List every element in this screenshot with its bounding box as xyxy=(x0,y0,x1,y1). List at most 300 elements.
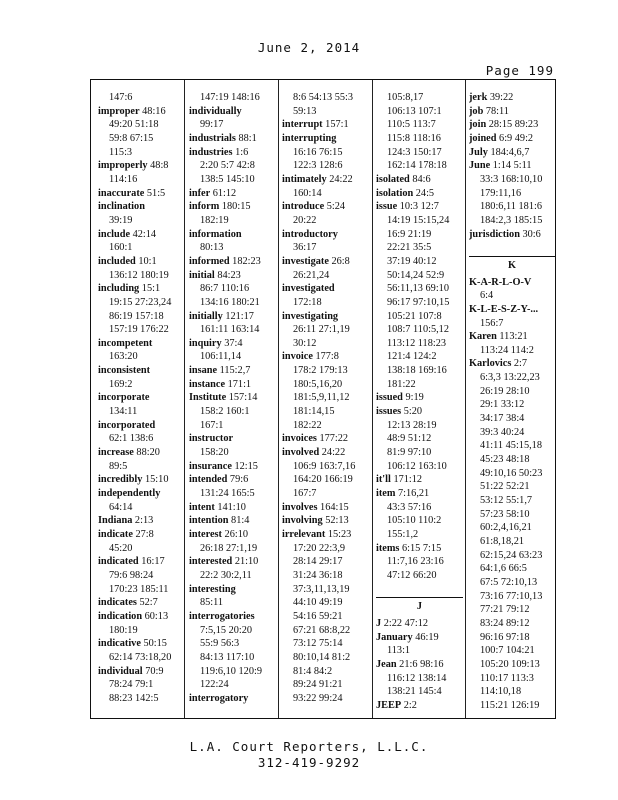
page-line-refs: 116:12 138:14 xyxy=(387,672,447,684)
page-line-refs: 60:2,4,16,21 xyxy=(480,522,532,534)
index-reference-line xyxy=(282,241,370,255)
page-line-refs: 17:20 22:3,9 xyxy=(293,542,346,554)
page-line-refs: 50:14,24 52:9 xyxy=(387,269,445,281)
index-reference-line xyxy=(98,118,182,132)
index-entry xyxy=(469,146,555,160)
page-line-refs: 26:21,24 xyxy=(293,269,330,281)
page-line-refs: 26:8 xyxy=(328,255,350,267)
page-line-refs: 99:17 xyxy=(200,119,224,131)
index-reference-line xyxy=(189,419,277,433)
index-term: joined xyxy=(469,132,497,144)
index-entry xyxy=(98,159,182,173)
index-column-2 xyxy=(189,91,277,712)
page-line-refs: 169:2 xyxy=(109,378,133,390)
index-reference-line xyxy=(98,146,182,160)
index-reference-line xyxy=(282,214,370,228)
index-entry xyxy=(98,228,182,242)
page-line-refs: 122:3 128:6 xyxy=(293,160,343,172)
page-line-refs: 108:7 110:5,12 xyxy=(387,324,449,336)
index-reference-line xyxy=(282,569,370,583)
index-term: incorporated xyxy=(98,419,156,431)
page-line-refs: 114:10,18 xyxy=(480,686,522,698)
index-term: independently xyxy=(98,488,161,500)
index-reference-line xyxy=(469,398,555,412)
index-entry xyxy=(376,200,463,214)
index-entry xyxy=(189,364,277,378)
page-line-refs: 67:5 72:10,13 xyxy=(480,576,538,588)
page-line-refs: 181:14,15 xyxy=(293,406,335,418)
index-reference-line xyxy=(98,323,182,337)
page-line-refs: 1:6 xyxy=(232,146,249,158)
index-reference-line xyxy=(98,651,182,665)
index-term: individual xyxy=(98,665,143,677)
index-term: join xyxy=(469,119,487,131)
index-entry xyxy=(189,146,277,160)
index-reference-line xyxy=(98,678,182,692)
index-entry xyxy=(189,692,277,706)
page-line-refs: 179:11,16 xyxy=(480,187,522,199)
index-reference-line xyxy=(376,132,463,146)
index-reference-line xyxy=(469,521,555,535)
page-line-refs: 105:21 107:8 xyxy=(387,310,442,322)
index-entry xyxy=(98,596,182,610)
index-entry xyxy=(376,473,463,487)
page-line-refs: 16:16 76:15 xyxy=(293,146,343,158)
page-line-refs: 115:8 118:16 xyxy=(387,132,441,144)
page-line-refs: 7:5,15 20:20 xyxy=(200,624,253,636)
index-reference-line xyxy=(98,569,182,583)
index-reference-line xyxy=(189,241,277,255)
index-reference-line xyxy=(282,187,370,201)
index-entry xyxy=(469,228,555,242)
index-term: interrupt xyxy=(282,119,323,131)
page-line-refs: 181:22 xyxy=(387,378,416,390)
page-line-refs: 178:2 179:13 xyxy=(293,365,348,377)
index-entry xyxy=(189,528,277,542)
page-line-refs: 81:9 97:10 xyxy=(387,447,432,459)
index-reference-line xyxy=(469,562,555,576)
index-entry xyxy=(282,514,370,528)
index-reference-line xyxy=(282,378,370,392)
index-reference-line xyxy=(189,665,277,679)
index-entry xyxy=(98,105,182,119)
index-reference-line xyxy=(98,214,182,228)
index-reference-line xyxy=(469,549,555,563)
index-entry xyxy=(98,391,182,405)
index-entry xyxy=(189,473,277,487)
index-reference-line xyxy=(282,146,370,160)
index-term: inaccurate xyxy=(98,187,145,199)
page-line-refs: 5:24 xyxy=(324,201,346,213)
index-term: indication xyxy=(98,610,143,622)
column-divider xyxy=(372,80,373,718)
index-reference-line xyxy=(376,228,463,242)
index-entry xyxy=(189,378,277,392)
index-term: January xyxy=(376,631,413,643)
page-line-refs: 136:12 180:19 xyxy=(109,269,169,281)
index-term: interrogatories xyxy=(189,610,255,622)
index-reference-line xyxy=(282,296,370,310)
section-gap xyxy=(376,583,463,597)
index-reference-line xyxy=(376,282,463,296)
page-line-refs: 84:13 117:10 xyxy=(200,651,255,663)
letter-heading: J xyxy=(416,601,423,613)
index-term: initially xyxy=(189,310,223,322)
page-line-refs: 45:23 48:18 xyxy=(480,454,530,466)
index-reference-line xyxy=(282,269,370,283)
page-line-refs: 105:10 110:2 xyxy=(387,515,442,527)
page-line-refs: 121:17 xyxy=(222,310,254,322)
index-term: job xyxy=(469,105,484,117)
page-line-refs: 181:5,9,11,12 xyxy=(293,392,350,404)
index-entry xyxy=(376,391,463,405)
index-term: interesting xyxy=(189,583,236,595)
page-line-refs: 88:1 xyxy=(235,132,257,144)
index-term: insane xyxy=(189,365,218,377)
index-column-1 xyxy=(98,91,182,712)
page-line-refs: 134:11 xyxy=(109,406,138,418)
page-line-refs: 57:23 58:10 xyxy=(480,508,530,520)
page-line-refs: 180:6,11 181:6 xyxy=(480,201,542,213)
index-entry xyxy=(469,303,555,317)
index-reference-line xyxy=(469,289,555,303)
page-line-refs: 89:24 91:21 xyxy=(293,679,343,691)
page-line-refs: 80:10,14 81:2 xyxy=(293,651,351,663)
index-reference-line xyxy=(189,296,277,310)
index-entry xyxy=(189,269,277,283)
index-reference-line xyxy=(189,118,277,132)
index-entry xyxy=(189,555,277,569)
index-reference-line xyxy=(469,317,555,331)
index-entry xyxy=(376,173,463,187)
page-line-refs: 89:5 xyxy=(109,460,128,472)
index-reference-line xyxy=(376,296,463,310)
index-entry xyxy=(98,446,182,460)
page-line-refs: 85:11 xyxy=(200,597,224,609)
page-line-refs: 155:1,2 xyxy=(387,529,419,540)
page-line-refs: 24:5 xyxy=(413,187,435,199)
index-term: involving xyxy=(282,515,323,527)
page-line-refs: 44:10 49:19 xyxy=(293,597,343,609)
page-line-refs: 86:19 157:18 xyxy=(109,310,164,322)
page-line-refs: 52:13 xyxy=(322,515,349,527)
page-line-refs: 84:23 xyxy=(214,269,241,281)
page-line-refs: 7:16,21 xyxy=(395,488,430,500)
index-term: K-L-E-S-Z-Y-... xyxy=(469,303,539,315)
index-entry xyxy=(189,337,277,351)
index-entry xyxy=(98,528,182,542)
index-entry xyxy=(189,460,277,474)
page-line-refs: 180:19 xyxy=(109,624,138,636)
index-reference-line xyxy=(189,678,277,692)
index-reference-line xyxy=(189,91,277,105)
index-reference-line xyxy=(376,460,463,474)
index-reference-line xyxy=(189,350,277,364)
index-column-3 xyxy=(282,91,370,712)
index-reference-line xyxy=(376,105,463,119)
index-term: interrogatory xyxy=(189,692,249,704)
index-term: intention xyxy=(189,515,229,527)
index-reference-line xyxy=(98,542,182,556)
index-reference-line xyxy=(376,378,463,392)
index-reference-line xyxy=(469,508,555,522)
page-line-refs: 156:7 xyxy=(480,317,504,329)
index-reference-line xyxy=(376,241,463,255)
index-term: inquiry xyxy=(189,337,222,349)
index-term: informed xyxy=(189,255,230,267)
index-term: instance xyxy=(189,378,226,390)
index-reference-line xyxy=(469,187,555,201)
index-term: invoice xyxy=(282,351,313,363)
index-entry xyxy=(98,555,182,569)
page-line-refs: 73:12 75:14 xyxy=(293,638,343,650)
page-line-refs: 62:14 73:18,20 xyxy=(109,651,172,663)
page-line-refs: 15:1 xyxy=(139,283,161,295)
index-reference-line xyxy=(376,146,463,160)
page-line-refs: 39:19 xyxy=(109,214,133,226)
index-entry xyxy=(98,337,182,351)
index-term: item xyxy=(376,488,396,500)
index-reference-line xyxy=(469,385,555,399)
page-line-refs: 43:3 57:16 xyxy=(387,501,432,513)
page-line-refs: 5:20 xyxy=(401,406,423,418)
page-line-refs: 22:2 30:2,11 xyxy=(200,569,252,581)
page-line-refs: 21:6 98:16 xyxy=(396,658,444,670)
page-line-refs: 96:17 97:10,15 xyxy=(387,296,450,308)
page-line-refs: 93:22 99:24 xyxy=(293,692,343,704)
page-line-refs: 113:24 114:2 xyxy=(480,344,534,356)
page-line-refs: 15:10 xyxy=(142,474,169,486)
index-reference-line xyxy=(98,624,182,638)
index-entry xyxy=(282,255,370,269)
page-line-refs: 167:7 xyxy=(293,488,317,500)
page-line-refs: 26:10 xyxy=(221,529,249,540)
page-line-refs: 67:21 68:8,22 xyxy=(293,624,351,636)
page-line-refs: 115:2,7 xyxy=(217,365,251,377)
index-reference-line xyxy=(98,583,182,597)
page-line-refs: 29:1 33:12 xyxy=(480,399,525,411)
index-reference-line xyxy=(282,364,370,378)
page-line-refs: 86:7 110:16 xyxy=(200,283,250,295)
page-line-refs: 88:23 142:5 xyxy=(109,692,159,704)
index-entry xyxy=(376,631,463,645)
index-term: industries xyxy=(189,146,233,158)
page-line-refs: 6:15 7:15 xyxy=(399,542,442,554)
page-line-refs: 30:12 xyxy=(293,337,317,349)
index-reference-line xyxy=(98,91,182,105)
index-reference-line xyxy=(469,699,555,712)
index-entry xyxy=(376,405,463,419)
page-line-refs: 184:2,3 185:15 xyxy=(480,214,543,226)
index-term: indicates xyxy=(98,597,137,609)
index-reference-line xyxy=(282,583,370,597)
index-reference-line xyxy=(98,405,182,419)
index-reference-line xyxy=(376,350,463,364)
index-reference-line xyxy=(282,419,370,433)
index-entry xyxy=(98,364,182,378)
page-line-refs: 6:4 xyxy=(480,290,494,302)
page-line-refs: 28:15 89:23 xyxy=(486,119,539,131)
index-entry xyxy=(282,200,370,214)
index-term: jurisdiction xyxy=(469,228,520,240)
page-line-refs: 16:17 xyxy=(138,556,165,568)
index-reference-line xyxy=(376,501,463,515)
page-number: Page 199 xyxy=(485,63,554,78)
index-entry xyxy=(282,432,370,446)
page-line-refs: 77:21 79:12 xyxy=(480,604,530,616)
page-line-refs: 180:5,16,20 xyxy=(293,378,343,390)
index-entry xyxy=(189,132,277,146)
index-entry xyxy=(376,187,463,201)
index-reference-line xyxy=(376,118,463,132)
page-line-refs: 119:6,10 120:9 xyxy=(200,665,262,677)
index-reference-line xyxy=(376,644,463,658)
index-reference-line xyxy=(98,350,182,364)
page-line-refs: 158:20 xyxy=(200,447,229,459)
page-line-refs: 160:1 xyxy=(109,242,133,254)
page-line-refs: 15:23 xyxy=(325,529,352,540)
page-line-refs: 62:1 138:6 xyxy=(109,433,154,445)
page-line-refs: 114:16 xyxy=(109,173,138,185)
page-line-refs: 42:14 xyxy=(130,228,157,240)
index-term: infer xyxy=(189,187,211,199)
page-line-refs: 131:24 165:5 xyxy=(200,488,255,500)
index-reference-line xyxy=(189,323,277,337)
index-reference-line xyxy=(376,685,463,699)
page-line-refs: 37:4 xyxy=(221,337,243,349)
index-term: introductory xyxy=(282,228,338,240)
index-reference-line xyxy=(376,269,463,283)
index-term: K-A-R-L-O-V xyxy=(469,276,532,288)
page-line-refs: 49:20 51:18 xyxy=(109,119,159,131)
page-line-refs: 36:17 xyxy=(293,242,317,254)
index-reference-line xyxy=(98,460,182,474)
index-entry xyxy=(376,542,463,556)
index-reference-line xyxy=(282,159,370,173)
page-line-refs: 160:14 xyxy=(293,187,322,199)
page-line-refs: 167:1 xyxy=(200,419,224,431)
page-line-refs: 115:3 xyxy=(109,146,133,158)
index-term: investigated xyxy=(282,283,335,295)
page-line-refs: 182:22 xyxy=(293,419,322,431)
page-line-refs: 62:15,24 63:23 xyxy=(480,549,543,561)
index-reference-line xyxy=(282,487,370,501)
page-line-refs: 12:15 xyxy=(231,460,258,472)
page-line-refs: 64:14 xyxy=(109,501,133,513)
page-line-refs: 164:20 166:19 xyxy=(293,474,353,486)
index-term: interrupting xyxy=(282,132,337,144)
index-reference-line xyxy=(469,453,555,467)
index-term: Karlovics xyxy=(469,358,512,370)
page-line-refs: 39:3 40:24 xyxy=(480,426,525,438)
index-entry xyxy=(98,514,182,528)
index-reference-line xyxy=(469,617,555,631)
index-entry xyxy=(376,699,463,712)
index-reference-line xyxy=(282,542,370,556)
page-line-refs: 34:17 38:4 xyxy=(480,413,525,425)
page-line-refs: 79:6 xyxy=(227,474,249,486)
index-reference-line xyxy=(189,446,277,460)
index-reference-line xyxy=(98,501,182,515)
page-line-refs: 27:8 xyxy=(132,529,154,540)
page-line-refs: 73:16 77:10,13 xyxy=(480,590,543,602)
transcript-date: June 2, 2014 xyxy=(257,40,361,55)
index-reference-line xyxy=(469,371,555,385)
page-line-refs: 30:6 xyxy=(519,228,541,240)
page-line-refs: 21:10 xyxy=(232,556,259,568)
index-entry xyxy=(469,357,555,371)
index-term: include xyxy=(98,228,131,240)
index-reference-line xyxy=(376,514,463,528)
index-reference-line xyxy=(376,364,463,378)
page-line-refs: 28:14 29:17 xyxy=(293,556,343,568)
index-reference-line xyxy=(98,241,182,255)
index-reference-line xyxy=(282,665,370,679)
index-entry xyxy=(189,514,277,528)
index-reference-line xyxy=(282,637,370,651)
page-line-refs: 8:6 54:13 55:3 xyxy=(293,92,354,103)
index-reference-line xyxy=(98,692,182,706)
page-line-refs: 110:5 113:7 xyxy=(387,119,436,131)
index-reference-line xyxy=(98,173,182,187)
index-term: indicate xyxy=(98,529,133,540)
index-term: issue xyxy=(376,201,398,213)
page-line-refs: 81:4 84:2 xyxy=(293,665,333,677)
index-term: Karen xyxy=(469,331,497,343)
index-reference-line xyxy=(376,555,463,569)
index-reference-line xyxy=(189,173,277,187)
index-entry xyxy=(376,658,463,672)
page-line-refs: 48:8 xyxy=(147,160,169,172)
page-line-refs: 105:20 109:13 xyxy=(480,658,540,670)
page-line-refs: 59:13 xyxy=(293,105,317,117)
page-line-refs: 37:19 40:12 xyxy=(387,255,437,267)
index-entry xyxy=(189,228,277,242)
court-reporter-name: L.A. Court Reporters, L.L.C. xyxy=(189,739,429,754)
page-line-refs: 157:1 xyxy=(322,119,349,131)
index-term: invoices xyxy=(282,433,317,445)
index-entry xyxy=(282,282,370,296)
page-line-refs: 164:15 xyxy=(317,501,349,513)
page-line-refs: 12:13 28:19 xyxy=(387,419,437,431)
page-line-refs: 64:1,6 66:5 xyxy=(480,563,527,575)
index-reference-line xyxy=(469,214,555,228)
index-term: improper xyxy=(98,105,140,117)
page-line-refs: 31:24 36:18 xyxy=(293,569,343,581)
index-reference-line xyxy=(469,467,555,481)
index-reference-line xyxy=(282,624,370,638)
index-term: issues xyxy=(376,406,402,418)
index-entry xyxy=(189,255,277,269)
index-reference-line xyxy=(469,658,555,672)
page-line-refs: 52:7 xyxy=(136,597,158,609)
page-line-refs: 6:9 49:2 xyxy=(496,132,534,144)
page-line-refs: 78:11 xyxy=(483,105,509,117)
index-reference-line xyxy=(189,637,277,651)
index-entry xyxy=(98,419,182,433)
index-entry xyxy=(189,432,277,446)
page-line-refs: 138:18 169:16 xyxy=(387,365,447,377)
index-reference-line xyxy=(376,419,463,433)
page-line-refs: 1:14 5:11 xyxy=(490,160,532,172)
page-line-refs: 138:5 145:10 xyxy=(200,173,255,185)
index-term: improperly xyxy=(98,160,148,172)
index-entry xyxy=(282,350,370,364)
index-reference-line xyxy=(469,576,555,590)
index-reference-line xyxy=(282,405,370,419)
index-reference-line xyxy=(98,310,182,324)
page-line-refs: 163:20 xyxy=(109,351,138,363)
